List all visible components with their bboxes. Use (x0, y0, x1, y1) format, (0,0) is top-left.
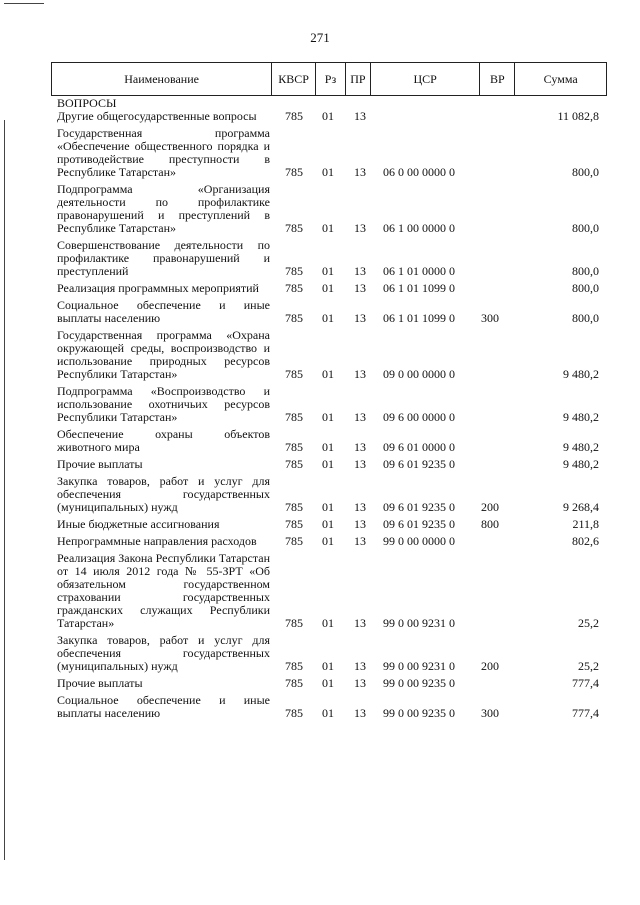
row-kvsr: 785 (285, 221, 303, 235)
row-kvsr: 785 (285, 165, 303, 179)
row-pr: 13 (354, 706, 366, 720)
row-rz: 01 (322, 440, 334, 454)
row-name: Прочие выплаты (57, 457, 143, 471)
column-header-csr: ЦСР (371, 63, 481, 95)
table-row (51, 677, 607, 690)
row-pr: 13 (354, 109, 366, 123)
row-name: Государственная программа «Обеспечение общественного порядка и противодействие преступности в Республике Татарстан» (57, 126, 270, 179)
row-pr: 13 (354, 500, 366, 514)
row-kvsr: 785 (285, 410, 303, 424)
row-sum: 25,2 (578, 659, 599, 673)
table-row (51, 329, 607, 381)
row-csr: 06 1 01 0000 0 (383, 264, 455, 278)
row-name: Закупка товаров, работ и услуг для обеспечения государственных (муниципальных) нужд (57, 474, 270, 514)
row-kvsr: 785 (285, 706, 303, 720)
row-rz: 01 (322, 311, 334, 325)
row-pr: 13 (354, 264, 366, 278)
row-kvsr: 785 (285, 676, 303, 690)
table-row (51, 127, 607, 179)
row-kvsr: 785 (285, 109, 303, 123)
row-name: Подпрограмма «Организация деятельности по профилактике правонарушений и преступлений в Республике Татарстан» (57, 182, 270, 235)
row-sum: 800,0 (572, 165, 599, 179)
row-kvsr: 785 (285, 367, 303, 381)
row-sum: 9 480,2 (563, 440, 599, 454)
column-header-rz: Рз (316, 63, 346, 95)
row-csr: 99 0 00 9235 0 (383, 706, 455, 720)
table-header (51, 62, 607, 96)
column-header-vr: ВР (480, 63, 515, 95)
row-sum: 777,4 (572, 706, 599, 720)
table-row (51, 428, 607, 454)
row-rz: 01 (322, 367, 334, 381)
row-csr: 09 0 00 0000 0 (383, 367, 455, 381)
column-header-sum: Сумма (543, 71, 578, 86)
row-sum: 9 268,4 (563, 500, 599, 514)
table-row (51, 694, 607, 720)
page-number: 271 (310, 30, 330, 45)
row-sum: 800,0 (572, 221, 599, 235)
row-csr: 09 6 01 9235 0 (383, 500, 455, 514)
row-sum: 9 480,2 (563, 457, 599, 471)
table-row (51, 239, 607, 278)
row-sum: 11 082,8 (557, 109, 599, 123)
row-csr: 09 6 00 0000 0 (383, 410, 455, 424)
row-sum: 25,2 (578, 616, 599, 630)
row-rz: 01 (322, 500, 334, 514)
row-csr: 09 6 01 0000 0 (383, 440, 455, 454)
row-pr: 13 (354, 517, 366, 531)
row-name: Иные бюджетные ассигнования (57, 517, 220, 531)
row-pr: 13 (354, 367, 366, 381)
row-sum: 800,0 (572, 311, 599, 325)
column-header-pr: ПР (346, 63, 371, 95)
table-body (51, 97, 607, 720)
row-name: Совершенствование деятельности по профилактике правонарушений и преступлений (57, 238, 270, 278)
row-rz: 01 (322, 221, 334, 235)
row-sum: 777,4 (572, 676, 599, 690)
row-pr: 13 (354, 616, 366, 630)
row-pr: 13 (354, 311, 366, 325)
row-sum: 802,6 (572, 534, 599, 548)
table-row (51, 282, 607, 295)
row-name: Обеспечение охраны объектов животного мира (57, 427, 270, 454)
row-pr: 13 (354, 534, 366, 548)
table-row (51, 634, 607, 673)
row-rz: 01 (322, 517, 334, 531)
row-sum: 800,0 (572, 281, 599, 295)
row-csr: 06 1 01 1099 0 (383, 311, 455, 325)
row-sum: 9 480,2 (563, 410, 599, 424)
row-name: Реализация программных мероприятий (57, 281, 259, 295)
row-pr: 13 (354, 676, 366, 690)
table-row (51, 518, 607, 531)
row-csr: 06 1 00 0000 0 (383, 221, 455, 235)
row-kvsr: 785 (285, 264, 303, 278)
row-vr: 300 (481, 311, 499, 325)
table-row (51, 110, 607, 123)
row-vr: 300 (481, 706, 499, 720)
row-rz: 01 (322, 264, 334, 278)
row-name: Реализация Закона Республики Татарстан от 14 июля 2012 года № 55-ЗРТ «Об обязательном государственном страховании государственных гражданских служащих Республики Татарстан» (57, 551, 270, 630)
row-kvsr: 785 (285, 616, 303, 630)
row-rz: 01 (322, 659, 334, 673)
row-csr: 99 0 00 9231 0 (383, 616, 455, 630)
table-row (51, 552, 607, 630)
row-kvsr: 785 (285, 659, 303, 673)
row-rz: 01 (322, 676, 334, 690)
scan-margin-line (4, 120, 5, 860)
row-rz: 01 (322, 616, 334, 630)
row-vr: 200 (481, 500, 499, 514)
row-kvsr: 785 (285, 281, 303, 295)
row-vr: 800 (481, 517, 499, 531)
row-rz: 01 (322, 706, 334, 720)
scan-edge-line (4, 3, 44, 4)
row-pr: 13 (354, 659, 366, 673)
table-row (51, 458, 607, 471)
row-csr: 06 1 01 1099 0 (383, 281, 455, 295)
row-sum: 211,8 (572, 517, 599, 531)
row-name: ВОПРОСЫ (57, 96, 117, 110)
row-csr: 99 0 00 9231 0 (383, 659, 455, 673)
row-rz: 01 (322, 109, 334, 123)
row-rz: 01 (322, 410, 334, 424)
row-pr: 13 (354, 457, 366, 471)
row-kvsr: 785 (285, 517, 303, 531)
row-sum: 9 480,2 (563, 367, 599, 381)
row-pr: 13 (354, 281, 366, 295)
table-row (51, 385, 607, 424)
table-row (51, 535, 607, 548)
row-pr: 13 (354, 440, 366, 454)
row-name: Социальное обеспечение и иные выплаты населению (57, 298, 270, 325)
row-name: Государственная программа «Охрана окружающей среды, воспроизводство и использование природных ресурсов Республики Татарстан» (57, 328, 270, 381)
row-kvsr: 785 (285, 457, 303, 471)
table-row (51, 183, 607, 235)
row-kvsr: 785 (285, 500, 303, 514)
table-row (51, 475, 607, 514)
row-rz: 01 (322, 281, 334, 295)
row-name: Закупка товаров, работ и услуг для обеспечения государственных (муниципальных) нужд (57, 633, 270, 673)
row-kvsr: 785 (285, 311, 303, 325)
row-rz: 01 (322, 165, 334, 179)
row-name: Непрограммные направления расходов (57, 534, 257, 548)
row-kvsr: 785 (285, 440, 303, 454)
row-name: Другие общегосударственные вопросы (57, 109, 257, 123)
table-row (51, 299, 607, 325)
row-rz: 01 (322, 457, 334, 471)
row-kvsr: 785 (285, 534, 303, 548)
row-csr: 06 0 00 0000 0 (383, 165, 455, 179)
row-vr: 200 (481, 659, 499, 673)
row-csr: 09 6 01 9235 0 (383, 457, 455, 471)
row-csr: 99 0 00 9235 0 (383, 676, 455, 690)
row-name: Социальное обеспечение и иные выплаты населению (57, 693, 270, 720)
row-pr: 13 (354, 221, 366, 235)
row-csr: 09 6 01 9235 0 (383, 517, 455, 531)
row-sum: 800,0 (572, 264, 599, 278)
row-name: Подпрограмма «Воспроизводство и использование охотничьих ресурсов Республики Татарстан» (57, 384, 270, 424)
row-name: Прочие выплаты (57, 676, 143, 690)
column-header-kvsr: КВСР (272, 63, 316, 95)
row-csr: 99 0 00 0000 0 (383, 534, 455, 548)
column-header-name: Наименование (52, 63, 272, 95)
row-pr: 13 (354, 410, 366, 424)
row-rz: 01 (322, 534, 334, 548)
row-pr: 13 (354, 165, 366, 179)
